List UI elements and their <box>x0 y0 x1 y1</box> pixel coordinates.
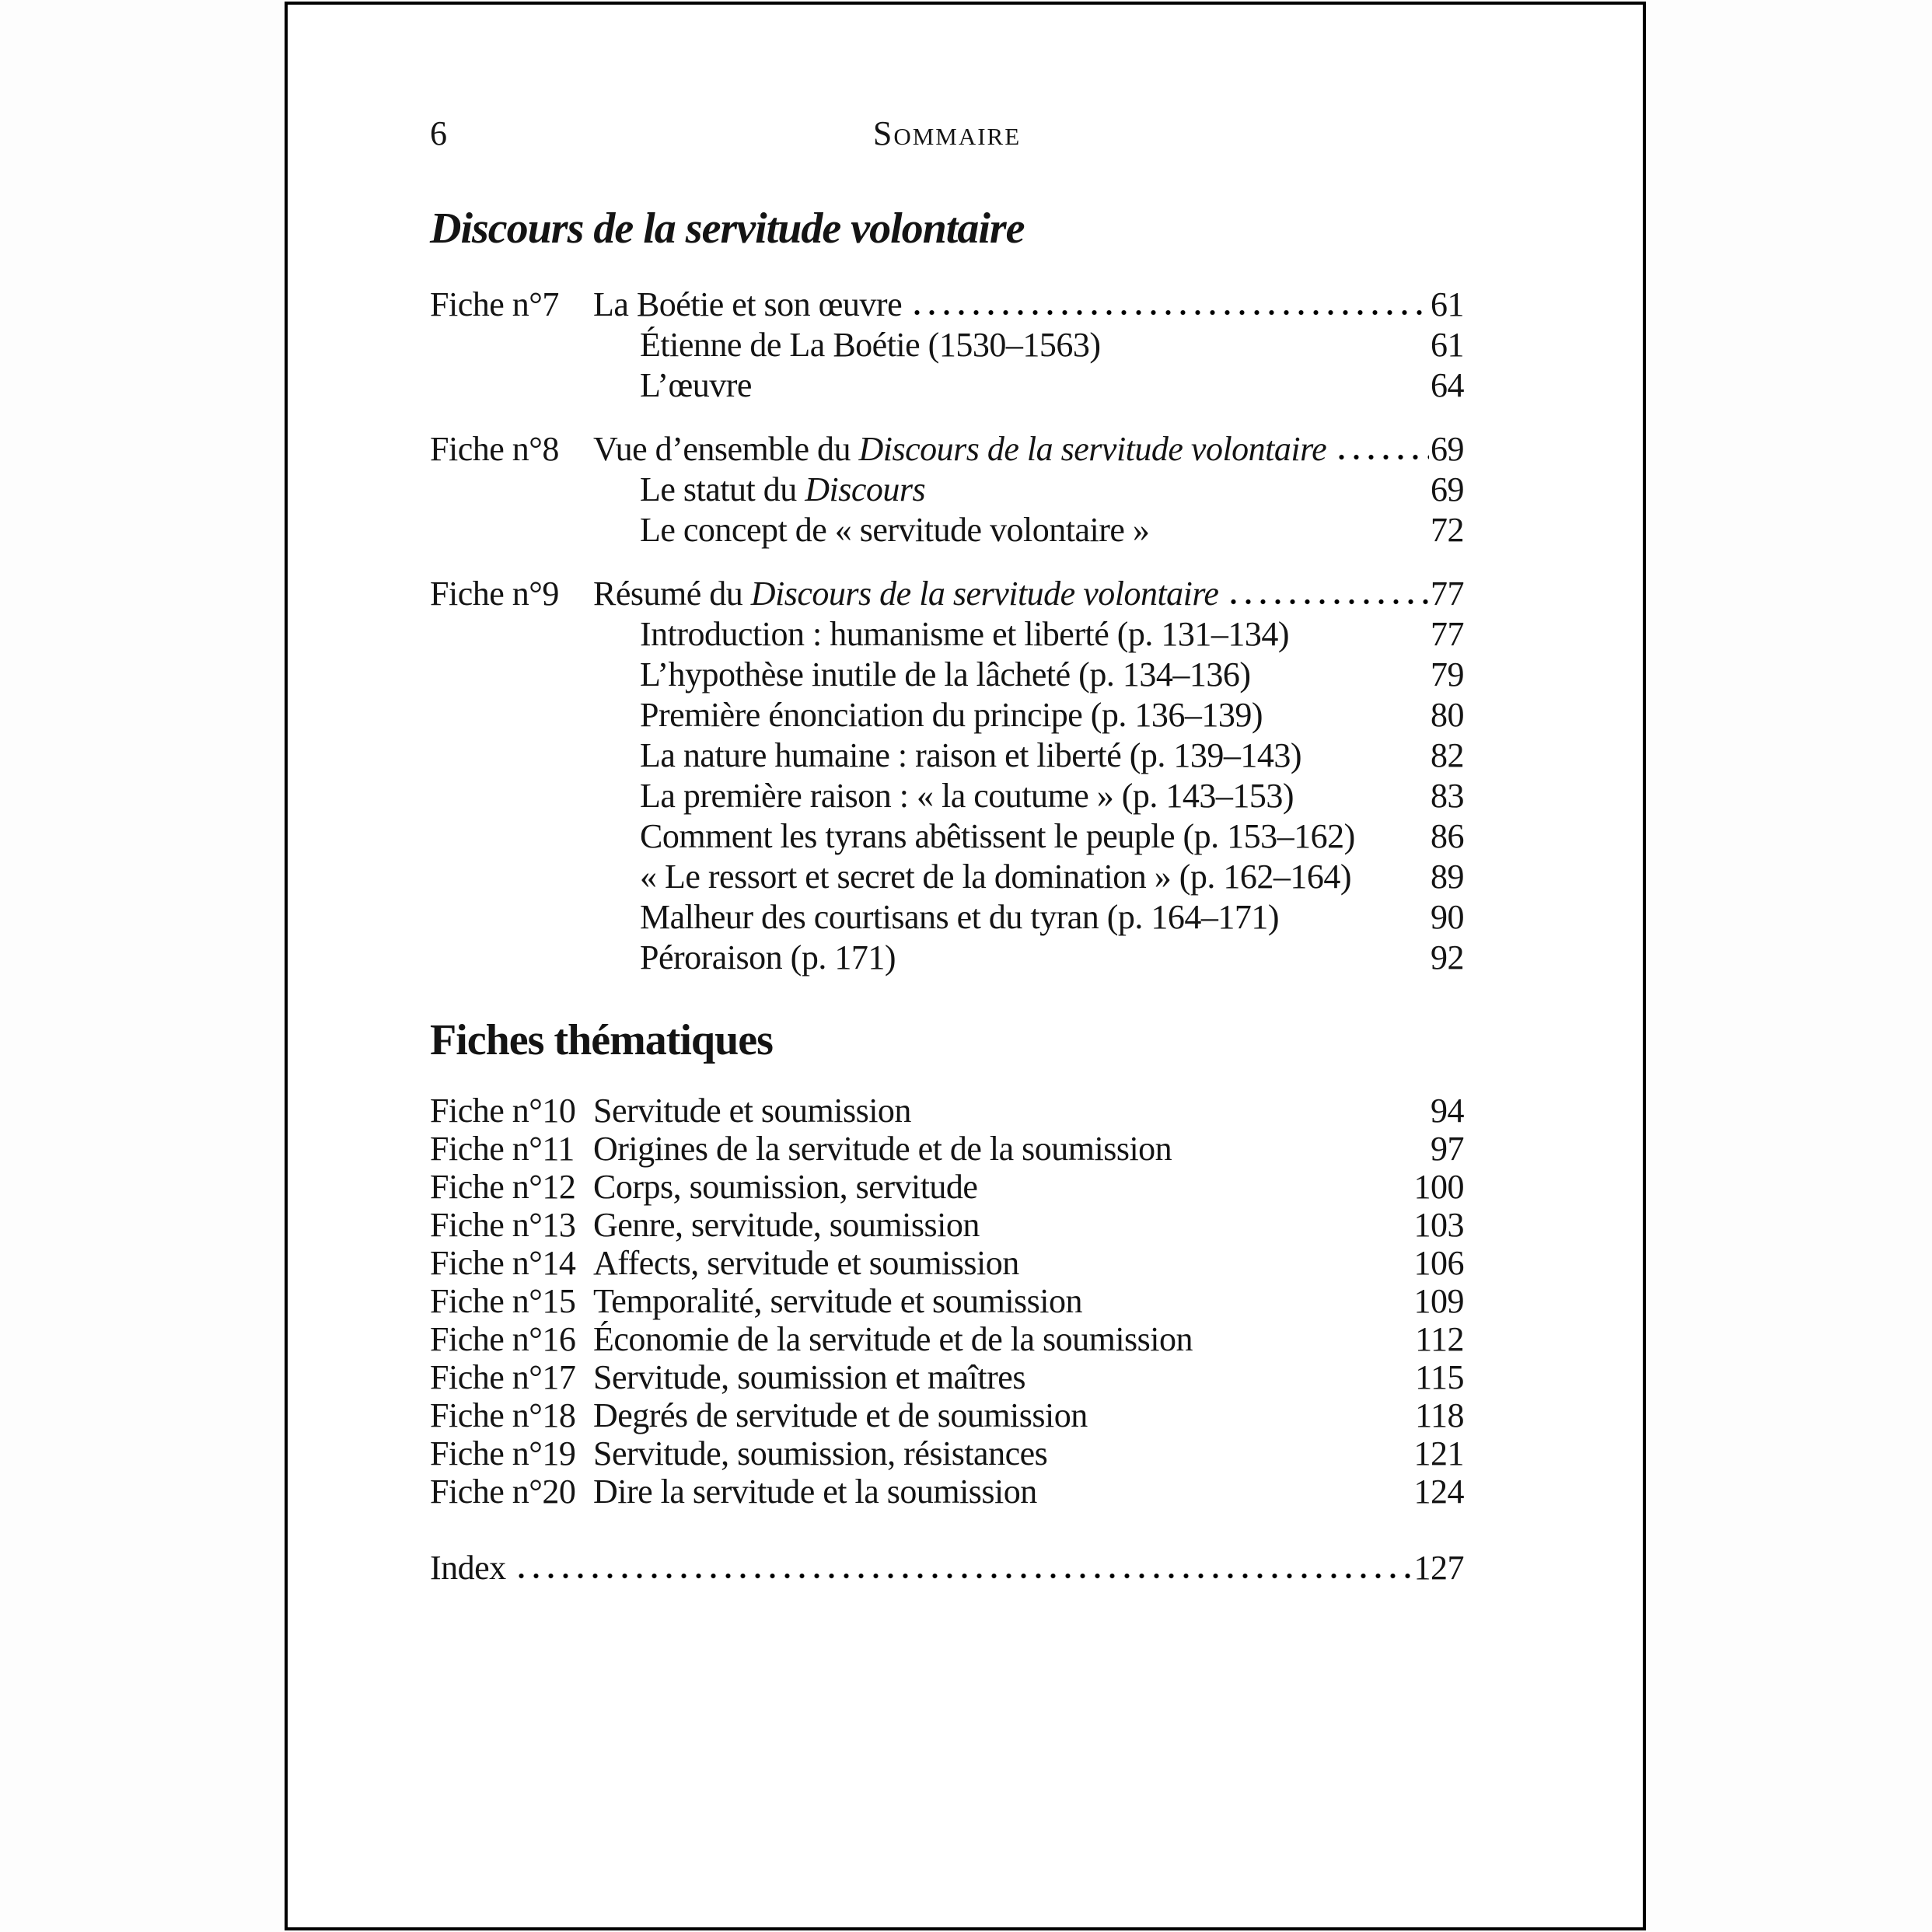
entry-title-text: Le statut du <box>640 470 805 508</box>
page-ref: 121 <box>1413 1434 1464 1473</box>
toc-entry-sub <box>430 857 1464 897</box>
toc-entry <box>430 1358 1464 1396</box>
toc-entry-sub <box>430 470 1464 510</box>
running-head: Sommaire <box>872 114 1022 152</box>
section-title-thematiques: Fiches thématiques <box>430 1016 773 1064</box>
entry-title <box>640 655 1250 695</box>
entry-title <box>640 695 1263 735</box>
entry-title <box>593 285 902 325</box>
page-ref: 83 <box>1431 777 1464 815</box>
entry-title-text: « Le ressort et secret de la domination » (p. 162–164) <box>640 858 1352 896</box>
page-ref: 106 <box>1413 1244 1464 1282</box>
entry-title: Servitude, soumission, résistances <box>593 1434 1048 1473</box>
page-header <box>430 114 1464 154</box>
entry-title: Corps, soumission, servitude <box>593 1168 978 1206</box>
entry-title: Affects, servitude et soumission <box>593 1244 1019 1282</box>
toc-entry-sub <box>430 897 1464 938</box>
toc-part1 <box>430 281 1464 978</box>
entry-title-text: L’œuvre <box>640 366 752 404</box>
toc-entry <box>430 1130 1464 1168</box>
entry-title <box>640 816 1355 857</box>
page-ref: 112 <box>1415 1320 1464 1358</box>
toc-entry <box>430 1168 1464 1206</box>
entry-title <box>640 857 1351 897</box>
index-entry <box>430 1545 1464 1588</box>
toc-part2 <box>430 1092 1464 1511</box>
fiche-label: Fiche n°7 <box>430 285 559 323</box>
toc-entry-sub <box>430 938 1464 978</box>
fiche-label: Fiche n°20 <box>430 1473 576 1511</box>
fiche-label: Fiche n°9 <box>430 575 559 613</box>
section-title-discours: Discours de la servitude volontaire <box>430 204 1025 253</box>
entry-title: Origines de la servitude et de la soumission <box>593 1130 1172 1168</box>
page-ref: 82 <box>1431 736 1464 774</box>
page-ref: 86 <box>1431 817 1464 855</box>
page-ref: 115 <box>1415 1358 1464 1396</box>
fiche-label: Fiche n°17 <box>430 1358 576 1396</box>
entry-title <box>640 735 1301 776</box>
toc-entry-main <box>430 281 1464 325</box>
fiche-label: Fiche n°19 <box>430 1434 576 1473</box>
toc-entry-sub <box>430 695 1464 735</box>
entry-title-text: Malheur des courtisans et du tyran (p. 164–171) <box>640 898 1280 936</box>
entry-title: Degrés de servitude et de soumission <box>593 1396 1088 1434</box>
entry-title: Servitude, soumission et maîtres <box>593 1358 1025 1396</box>
page-ref: 124 <box>1413 1473 1464 1511</box>
toc-entry-sub <box>430 816 1464 857</box>
entry-title-text: La Boétie et son œuvre <box>593 285 903 323</box>
entry-title-text: La nature humaine : raison et liberté (p. 139–143) <box>640 736 1302 774</box>
fiche-label: Fiche n°15 <box>430 1282 576 1320</box>
toc-entry <box>430 1434 1464 1473</box>
page-ref: 118 <box>1415 1396 1464 1434</box>
page-frame <box>285 2 1646 1930</box>
page-ref: 79 <box>1431 655 1464 693</box>
page-ref: 69 <box>1431 430 1464 468</box>
entry-title: Genre, servitude, soumission <box>593 1206 980 1244</box>
toc-entry-sub <box>430 614 1464 655</box>
entry-title <box>640 897 1279 938</box>
page-ref: 61 <box>1431 326 1464 364</box>
entry-title <box>640 510 1149 550</box>
entry-title <box>640 470 925 510</box>
toc-entry <box>430 1244 1464 1282</box>
entry-title-text: Première énonciation du principe (p. 136–139) <box>640 696 1263 734</box>
page-number: 6 <box>430 114 447 152</box>
toc-entry-sub <box>430 776 1464 816</box>
page-ref: 77 <box>1431 615 1464 653</box>
toc-group-fiche9 <box>430 571 1464 978</box>
page-ref: 103 <box>1413 1206 1464 1244</box>
fiche-label: Fiche n°8 <box>430 430 559 468</box>
toc-group-fiche8 <box>430 426 1464 550</box>
page-ref: 100 <box>1413 1168 1464 1206</box>
dot-leader <box>1334 426 1429 460</box>
dot-leader <box>1226 571 1429 605</box>
page-ref: 61 <box>1431 285 1464 323</box>
page-ref: 94 <box>1431 1092 1464 1130</box>
page-ref: 89 <box>1431 858 1464 896</box>
toc-entry <box>430 1282 1464 1320</box>
fiche-label: Fiche n°11 <box>430 1130 575 1168</box>
page-ref: 109 <box>1413 1282 1464 1320</box>
toc-entry-sub <box>430 735 1464 776</box>
toc-entry-sub <box>430 365 1464 406</box>
toc-entry-main <box>430 571 1464 614</box>
entry-title <box>593 574 1218 614</box>
toc-entry-sub <box>430 655 1464 695</box>
fiche-label: Fiche n°16 <box>430 1320 576 1358</box>
entry-title-text: La première raison : « la coutume » (p. 143–153) <box>640 777 1294 815</box>
page-ref: 92 <box>1431 938 1464 976</box>
page-content <box>430 5 1464 1588</box>
dot-leader <box>910 281 1429 316</box>
page-ref: 97 <box>1431 1130 1464 1168</box>
toc-entry-sub <box>430 325 1464 365</box>
toc-entry-main <box>430 426 1464 470</box>
entry-title-text: L’hypothèse inutile de la lâcheté (p. 134–136) <box>640 655 1251 693</box>
dot-leader <box>514 1545 1413 1579</box>
page-ref: 80 <box>1431 696 1464 734</box>
entry-title: Temporalité, servitude et soumission <box>593 1282 1083 1320</box>
fiche-label: Fiche n°14 <box>430 1244 576 1282</box>
entry-title-text: Comment les tyrans abêtissent le peuple (p. 153–162) <box>640 817 1355 855</box>
entry-title-text: Résumé du <box>593 575 751 613</box>
entry-title: Dire la servitude et la soumission <box>593 1473 1037 1511</box>
page-ref: 72 <box>1431 511 1464 549</box>
page-ref: 127 <box>1413 1549 1464 1587</box>
entry-title-text: Vue d’ensemble du <box>593 430 859 468</box>
page-ref: 69 <box>1431 470 1464 508</box>
entry-title-text: Introduction : humanisme et liberté (p. 131–134) <box>640 615 1290 653</box>
entry-title-italic: Discours de la servitude volontaire <box>858 430 1327 468</box>
fiche-label: Fiche n°10 <box>430 1092 576 1130</box>
page-ref: 77 <box>1431 575 1464 613</box>
entry-title <box>640 365 752 406</box>
entry-title-text: Péroraison (p. 171) <box>640 938 896 976</box>
entry-title <box>593 429 1326 470</box>
entry-title-italic: Discours <box>805 470 926 508</box>
toc-entry <box>430 1206 1464 1244</box>
page-ref: 90 <box>1431 898 1464 936</box>
fiche-label: Fiche n°12 <box>430 1168 576 1206</box>
toc-entry <box>430 1092 1464 1130</box>
toc-entry <box>430 1396 1464 1434</box>
entry-title-text: Le concept de « servitude volontaire » <box>640 511 1150 549</box>
entry-title <box>640 776 1294 816</box>
entry-title: Servitude et soumission <box>593 1092 911 1130</box>
entry-title-text: Étienne de La Boétie (1530–1563) <box>640 326 1101 364</box>
fiche-label: Fiche n°13 <box>430 1206 576 1244</box>
page-ref: 64 <box>1431 366 1464 404</box>
toc-entry-sub <box>430 510 1464 550</box>
entry-title: Économie de la servitude et de la soumission <box>593 1320 1193 1358</box>
toc-group-fiche7 <box>430 281 1464 406</box>
entry-title <box>640 938 896 978</box>
entry-title-italic: Discours de la servitude volontaire <box>750 575 1219 613</box>
toc-entry <box>430 1473 1464 1511</box>
entry-title <box>640 325 1100 365</box>
entry-title <box>640 614 1289 655</box>
toc-entry <box>430 1320 1464 1358</box>
fiche-label: Fiche n°18 <box>430 1396 576 1434</box>
entry-title: Index <box>430 1549 506 1587</box>
